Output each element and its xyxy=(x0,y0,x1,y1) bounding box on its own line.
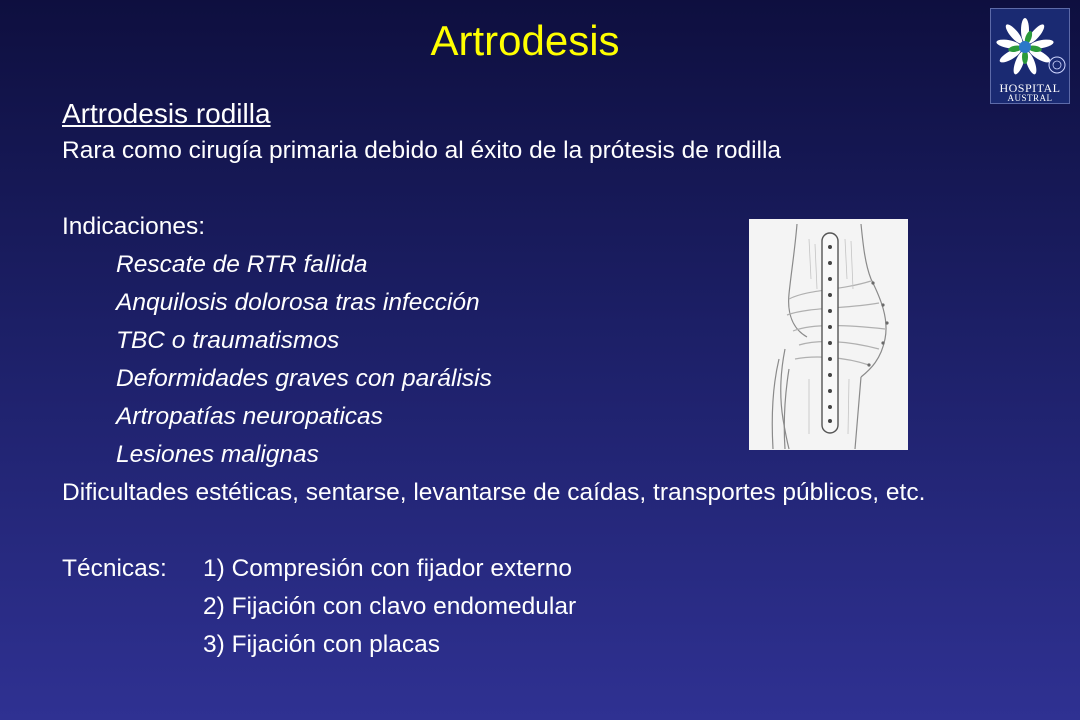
indication-item: TBC o traumatismos xyxy=(116,327,340,354)
techniques-label: Técnicas: xyxy=(62,555,167,582)
logo-text-hospital: HOSPITAL xyxy=(999,81,1061,95)
technique-row xyxy=(62,626,1022,664)
spacer xyxy=(62,170,1022,208)
indication-item: Deformidades graves con parálisis xyxy=(116,365,492,392)
section-subtitle: Artrodesis rodilla xyxy=(62,98,271,129)
technique-item: 1) Compresión con fijador externo xyxy=(203,555,573,582)
logo-text-austral: AUSTRAL xyxy=(1007,93,1053,103)
technique-row xyxy=(62,588,1022,626)
indication-item: Artropatías neuropaticas xyxy=(116,403,383,430)
technique-item: 3) Fijación con placas xyxy=(203,631,440,658)
technique-item: 2) Fijación con clavo endomedular xyxy=(203,593,577,620)
knee-arthrodesis-figure xyxy=(749,219,908,450)
indication-item: Lesiones malignas xyxy=(116,441,319,468)
technique-row xyxy=(62,550,1022,588)
spacer xyxy=(62,512,1022,550)
flower-logo-icon xyxy=(991,9,1069,81)
indications-heading: Indicaciones: xyxy=(62,213,206,240)
difficulties-text: Dificultades estéticas, sentarse, levantarse de caídas, transportes públicos, etc. xyxy=(62,479,926,506)
knee-plate-illustration-icon xyxy=(749,219,908,450)
techniques-label-spacer xyxy=(62,626,203,664)
techniques-label-spacer xyxy=(62,588,203,626)
slide-title: Artrodesis xyxy=(430,17,620,64)
indication-item: Rescate de RTR fallida xyxy=(116,251,368,278)
intro-text: Rara como cirugía primaria debido al éxito de la prótesis de rodilla xyxy=(62,137,782,164)
hospital-logo xyxy=(990,8,1070,104)
indication-item: Anquilosis dolorosa tras infección xyxy=(116,289,480,316)
